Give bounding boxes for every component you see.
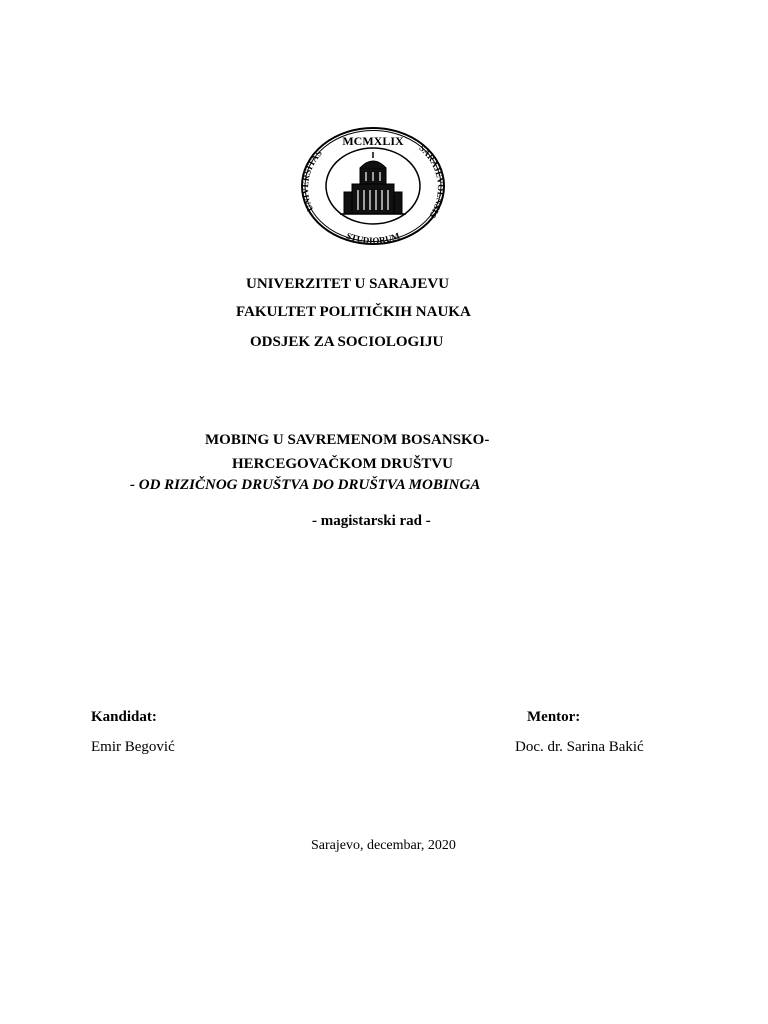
building-icon — [340, 152, 406, 214]
svg-text:STUDIORUM — [345, 230, 402, 245]
department-name: ODSJEK ZA SOCIOLOGIJU — [250, 334, 444, 350]
seal-ring-text-left: UNIVERSITAS — [300, 148, 324, 214]
thesis-type: - magistarski rad - — [312, 513, 431, 529]
candidate-label: Kandidat: — [91, 709, 157, 725]
mentor-name: Doc. dr. Sarina Bakić — [515, 739, 644, 755]
faculty-name: FAKULTET POLITIČKIH NAUKA — [236, 304, 471, 320]
place-and-date: Sarajevo, decembar, 2020 — [311, 838, 456, 853]
candidate-name: Emir Begović — [91, 739, 175, 755]
seal-ring-text-right: SARAJEVOENSIS — [417, 142, 446, 220]
university-name: UNIVERZITET U SARAJEVU — [246, 276, 450, 292]
thesis-title-line-1: MOBING U SAVREMENOM BOSANSKO- — [205, 432, 490, 448]
svg-text:UNIVERSITAS — [300, 148, 324, 213]
svg-text:SARAJEVOENSIS — [417, 143, 446, 220]
thesis-title-line-2: HERCEGOVAČKOM DRUŠTVU — [232, 456, 453, 472]
thesis-subtitle: - OD RIZIČNOG DRUŠTVA DO DRUŠTVA MOBINGA — [130, 477, 481, 493]
mentor-label: Mentor: — [527, 709, 581, 725]
seal-ring-text-bottom: STUDIORUM — [344, 230, 402, 246]
university-seal-logo — [300, 126, 446, 246]
seal-year-text: MCMXLIX — [342, 134, 404, 148]
